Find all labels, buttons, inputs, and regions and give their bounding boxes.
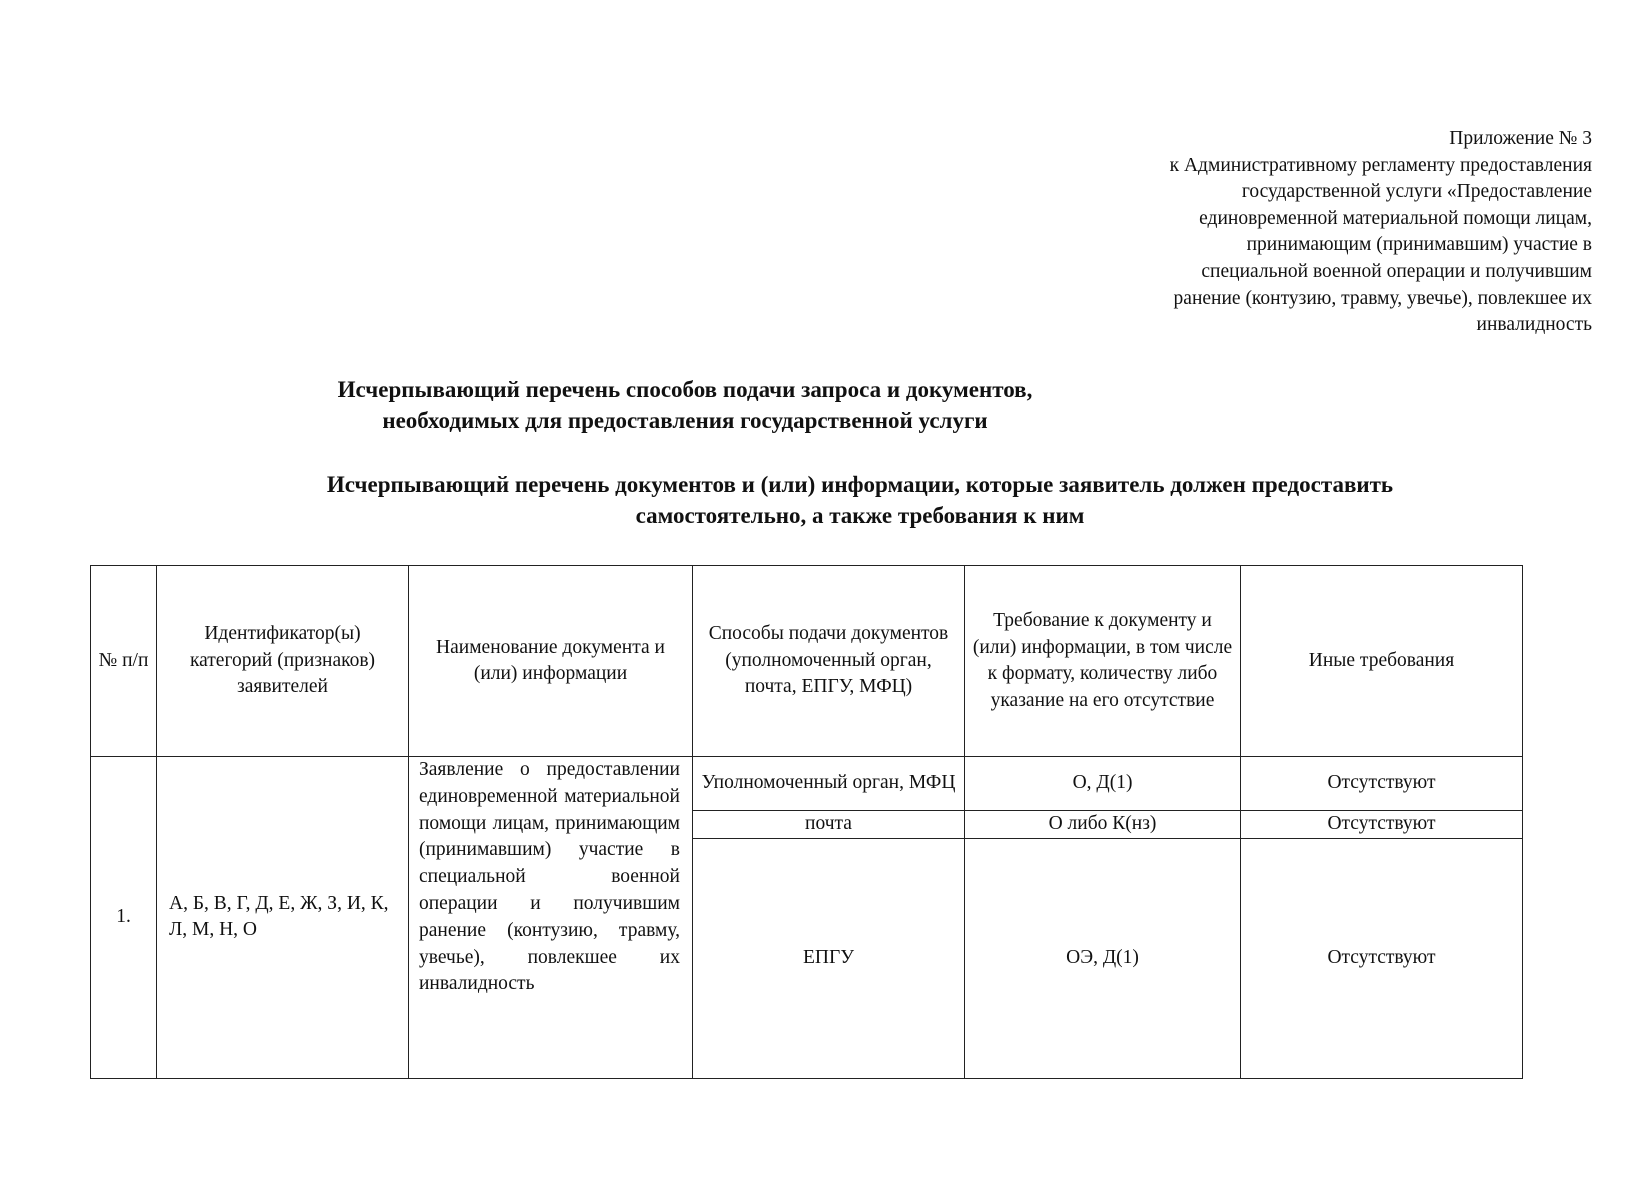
- header-identifiers: Идентификатор(ы) категорий (признаков) заявителей: [157, 566, 409, 757]
- header-document-requirements: Требование к документу и (или) информации, в том числе к формату, количеству либо указание на его отсутствие: [965, 566, 1241, 757]
- section-title: [170, 469, 1550, 531]
- section-title-line-1: Исчерпывающий перечень документов и (или) информации, которые заявитель должен предоставить: [326, 472, 1394, 497]
- requirement-cell: ОЭ, Д(1): [965, 838, 1241, 1078]
- appendix-line: единовременной материальной помощи лицам,: [1199, 207, 1592, 229]
- table-header-row: [91, 566, 1523, 757]
- header-submission-methods: Способы подачи документов (уполномоченный орган, почта, ЕПГУ, МФЦ): [693, 566, 965, 757]
- row-identifiers: А, Б, В, Г, Д, Е, Ж, З, И, К, Л, М, Н, О: [157, 757, 409, 1079]
- other-requirements-cell: Отсутствуют: [1241, 811, 1523, 839]
- row-number: 1.: [91, 757, 157, 1079]
- header-number: № п/п: [91, 566, 157, 757]
- appendix-line: Приложение № 3: [1449, 128, 1592, 149]
- other-requirements-cell: Отсутствуют: [1241, 757, 1523, 811]
- requirement-cell: О, Д(1): [965, 757, 1241, 811]
- appendix-block: [1032, 126, 1592, 339]
- method-cell: ЕПГУ: [693, 838, 965, 1078]
- appendix-line: государственной услуги «Предоставление: [1241, 181, 1592, 203]
- appendix-line: инвалидность: [1476, 314, 1592, 336]
- appendix-line: к Административному регламенту предоставления: [1169, 154, 1592, 176]
- requirement-cell: О либо К(нз): [965, 811, 1241, 839]
- appendix-line: ранение (контузию, травму, увечье), повлекшее их: [1173, 287, 1592, 309]
- method-cell: почта: [693, 811, 965, 839]
- main-title-line-2: необходимых для предоставления государственной услуги: [382, 408, 988, 433]
- other-requirements-cell: Отсутствуют: [1241, 838, 1523, 1078]
- header-document-name: Наименование документа и (или) информации: [409, 566, 693, 757]
- section-title-line-2: самостоятельно, а также требования к ним: [635, 503, 1085, 528]
- header-other-requirements: Иные требования: [1241, 566, 1523, 757]
- row-document-name: Заявление о предоставлении единовременной материальной помощи лицам, принимающим (принимавшим) участие в специальной военной операции и получившим ранение (контузию, травму, увечье), повлекшее их инвалидность: [409, 757, 693, 1079]
- table-row: [91, 757, 1523, 811]
- main-title-line-1: Исчерпывающий перечень способов подачи запроса и документов,: [337, 377, 1033, 402]
- main-title: [0, 374, 1370, 436]
- method-cell: Уполномоченный орган, МФЦ: [693, 757, 965, 811]
- appendix-line: специальной военной операции и получившим: [1201, 260, 1592, 282]
- appendix-line: принимающим (принимавшим) участие в: [1246, 234, 1592, 256]
- documents-table: [90, 565, 1523, 1079]
